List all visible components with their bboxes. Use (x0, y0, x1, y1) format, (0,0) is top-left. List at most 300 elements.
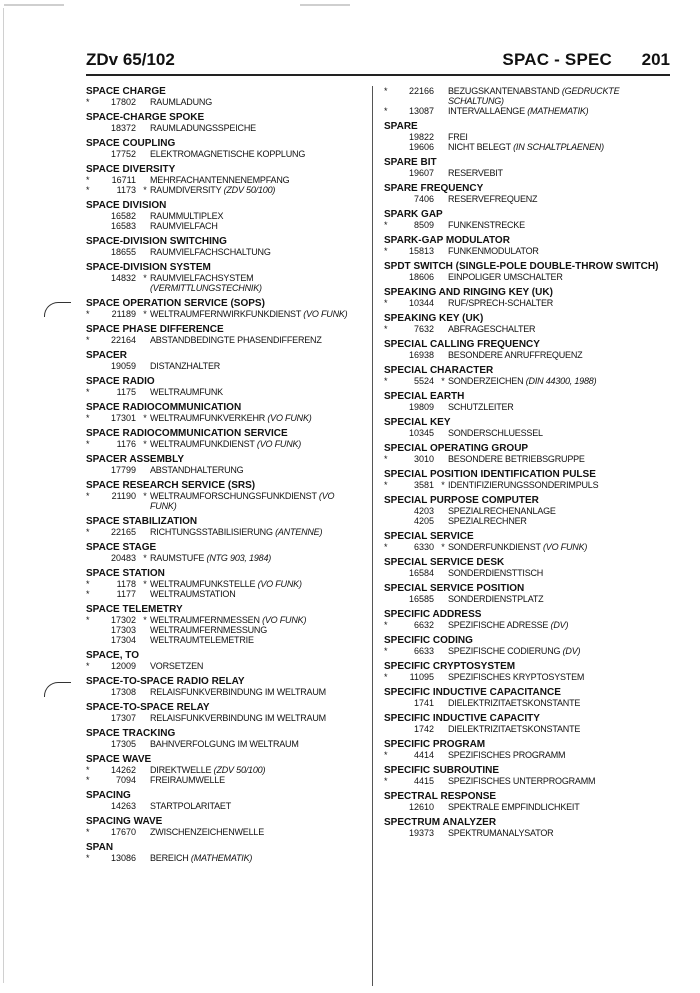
term-number: 8509 (413, 220, 434, 230)
term-number: 17305 (110, 739, 136, 749)
entry-term: SPARK GAP (384, 209, 443, 220)
translation-line (86, 387, 364, 397)
entry-term: SPACE WAVE (86, 754, 152, 765)
german-term: RAUMLADUNGSSPEICHE (150, 123, 256, 133)
translation-text (150, 615, 364, 625)
translation-line (384, 246, 674, 256)
translation-line (86, 765, 364, 775)
marker-star: * (384, 620, 388, 630)
translation-text (448, 86, 674, 96)
marker-star: * (384, 672, 388, 682)
translation-line (384, 802, 674, 812)
marker-star (384, 724, 398, 734)
translation-line (384, 86, 674, 96)
marker-star (140, 527, 150, 537)
translation-line (384, 750, 674, 760)
term-number: 1177 (116, 589, 136, 599)
translation-line (86, 853, 364, 863)
dictionary-entry (384, 157, 674, 178)
marker-star: * (384, 646, 388, 656)
marker-star (384, 350, 398, 360)
dictionary-entry (384, 121, 674, 152)
dictionary-entry (384, 765, 674, 786)
translation-line (384, 298, 674, 308)
marker-star: * (143, 273, 147, 283)
translation-line (384, 272, 674, 282)
translation-line (384, 516, 674, 526)
translation-line (384, 568, 674, 578)
marker-star (384, 96, 398, 106)
marker-star (438, 132, 448, 142)
translation-line (86, 221, 364, 231)
marker-star (438, 298, 448, 308)
translation-line (86, 335, 364, 345)
usage-note: (VO FUNK) (256, 439, 302, 449)
marker-star (384, 594, 398, 604)
marker-star: * (384, 298, 388, 308)
translation-text (150, 361, 364, 371)
german-term: ZWISCHENZEICHENWELLE (150, 827, 265, 837)
translation-line (86, 123, 364, 133)
german-term: WELTRAUMFERNMESSUNG (150, 625, 268, 635)
entry-term: SPECIFIC PROGRAM (384, 739, 486, 750)
translation-text (150, 775, 364, 785)
entry-term: SPACE-DIVISION SYSTEM (86, 262, 211, 273)
german-term: DIELEKTRIZITAETSKONSTANTE (448, 698, 581, 708)
usage-note: (IN SCHALTPLAENEN) (513, 142, 604, 152)
marker-star: * (86, 413, 90, 423)
translation-text (448, 324, 674, 334)
dictionary-entry (86, 324, 364, 345)
german-term: STARTPOLARITAET (150, 801, 232, 811)
marker-star (140, 123, 150, 133)
translation-text (448, 246, 674, 256)
entry-term: SPACE-TO-SPACE RADIO RELAY (86, 676, 245, 687)
dictionary-entry (384, 609, 674, 630)
term-number: 11095 (409, 672, 434, 682)
term-number: 17670 (110, 827, 136, 837)
dictionary-entry (86, 480, 364, 511)
dictionary-entry (384, 583, 674, 604)
term-number: 21190 (111, 491, 136, 501)
translation-line (86, 247, 364, 257)
marker-star (438, 194, 448, 204)
marker-star (438, 350, 448, 360)
column-divider (372, 86, 373, 986)
dictionary-entry (86, 112, 364, 133)
usage-note: (VO FUNK) (542, 542, 588, 552)
translation-line (384, 402, 674, 412)
german-term: WELTRAUMFUNKDIENST (150, 439, 255, 449)
term-number: 10344 (408, 298, 434, 308)
term-number: 3010 (413, 454, 434, 464)
translation-line (86, 283, 364, 293)
marker-star: * (384, 542, 388, 552)
marker-star: * (143, 439, 147, 449)
marker-star: * (384, 86, 388, 96)
term-number: 19809 (408, 402, 434, 412)
marker-star (438, 220, 448, 230)
term-number: 16583 (110, 221, 136, 231)
usage-note: (ZDV 50/100) (213, 765, 266, 775)
translation-line (86, 501, 364, 511)
marker-star: * (384, 220, 388, 230)
translation-line (86, 827, 364, 837)
translation-line (384, 324, 674, 334)
translation-line (384, 106, 674, 116)
translation-text (150, 589, 364, 599)
translation-text (448, 350, 674, 360)
translation-line (86, 149, 364, 159)
dictionary-entry (86, 728, 364, 749)
term-number (398, 96, 438, 106)
german-term: RICHTUNGSSTABILISIERUNG (150, 527, 273, 537)
translation-text (150, 827, 364, 837)
entry-term: SPECIAL SERVICE DESK (384, 557, 505, 568)
translation-text (448, 828, 674, 838)
marker-star (438, 620, 448, 630)
translation-line (86, 185, 364, 195)
translation-line (384, 724, 674, 734)
marker-star (86, 283, 100, 293)
translation-text (448, 298, 674, 308)
scan-speck (4, 4, 64, 6)
dictionary-entry (86, 376, 364, 397)
marker-star (86, 465, 100, 475)
translation-line (384, 594, 674, 604)
entry-term: SPACE COUPLING (86, 138, 176, 149)
dictionary-entry (384, 183, 674, 204)
german-term: WELTRAUMTELEMETRIE (150, 635, 254, 645)
translation-line (86, 713, 364, 723)
term-number: 17799 (110, 465, 136, 475)
entry-term: SPDT SWITCH (SINGLE-POLE DOUBLE-THROW SWITCH) (384, 261, 659, 272)
term-number: 22164 (110, 335, 136, 345)
term-number: 13086 (110, 853, 136, 863)
translation-text (448, 142, 674, 152)
translation-line (384, 132, 674, 142)
entry-term: SPACE-DIVISION SWITCHING (86, 236, 227, 247)
german-term: RELAISFUNKVERBINDUNG IM WELTRAUM (150, 713, 326, 723)
translation-text (150, 123, 364, 133)
entry-term: SPACE RADIOCOMMUNICATION (86, 402, 242, 413)
usage-note: (ANTENNE) (275, 527, 323, 537)
marker-star (140, 713, 150, 723)
marker-star: * (143, 491, 147, 501)
dictionary-entry (86, 454, 364, 475)
translation-text (448, 220, 674, 230)
dictionary-entry (384, 287, 674, 308)
marker-star: * (86, 775, 90, 785)
marker-star (438, 828, 448, 838)
term-number: 17303 (110, 625, 136, 635)
dictionary-entry (86, 402, 364, 423)
entry-term: SPACING WAVE (86, 816, 163, 827)
translation-line (384, 454, 674, 464)
marker-star (438, 802, 448, 812)
marker-star (438, 568, 448, 578)
translation-text (150, 273, 364, 283)
entry-term: SPACE STATION (86, 568, 165, 579)
translation-line (86, 579, 364, 589)
translation-text (150, 765, 364, 775)
dictionary-entry (86, 702, 364, 723)
translation-text (150, 149, 364, 159)
term-number: 1742 (413, 724, 434, 734)
page-number: 201 (641, 50, 670, 69)
entry-term: SPECTRAL RESPONSE (384, 791, 497, 802)
entry-term: SPACE DIVISION (86, 200, 167, 211)
marker-star: * (143, 413, 147, 423)
dictionary-entry (384, 817, 674, 838)
german-term: WELTRAUMFUNKSTELLE (150, 579, 256, 589)
entry-term: SPECIAL CALLING FREQUENCY (384, 339, 540, 350)
scan-margin-line (3, 8, 4, 983)
entry-term: SPACE RADIOCOMMUNICATION SERVICE (86, 428, 288, 439)
marker-star (384, 568, 398, 578)
marker-star (438, 698, 448, 708)
dictionary-entry (384, 417, 674, 438)
marker-star (438, 594, 448, 604)
entry-term: SPECIAL SERVICE POSITION (384, 583, 525, 594)
dictionary-entry (384, 209, 674, 230)
dictionary-entry (384, 261, 674, 282)
translation-line (384, 220, 674, 230)
german-term: DIELEKTRIZITAETSKONSTANTE (448, 724, 581, 734)
translation-line (86, 361, 364, 371)
german-term: SPEZIALRECHENANLAGE (448, 506, 556, 516)
term-number: 13087 (408, 106, 434, 116)
translation-text (150, 527, 364, 537)
term-number: 12610 (408, 802, 434, 812)
german-term: INTERVALLAENGE (448, 106, 525, 116)
marker-star (86, 123, 100, 133)
punch-hole-mark (44, 682, 71, 697)
term-number: 19822 (408, 132, 434, 142)
term-number: 1741 (413, 698, 434, 708)
marker-star (438, 168, 448, 178)
entry-term: SPACER (86, 350, 127, 361)
term-number: 1176 (116, 439, 136, 449)
marker-star (86, 635, 100, 645)
translation-line (86, 661, 364, 671)
term-number: 14832 (110, 273, 136, 283)
marker-star (140, 739, 150, 749)
translation-text (448, 402, 674, 412)
marker-star: * (384, 776, 388, 786)
entry-term: SPARE (384, 121, 418, 132)
marker-star (384, 506, 398, 516)
marker-star: * (384, 480, 388, 490)
translation-text (448, 672, 674, 682)
term-number: 4205 (413, 516, 434, 526)
marker-star: * (86, 185, 90, 195)
dictionary-entry (86, 516, 364, 537)
translation-text (448, 428, 674, 438)
marker-star: * (441, 542, 445, 552)
german-term: SPEZIFISCHE ADRESSE (448, 620, 549, 630)
scan-speck (300, 4, 350, 6)
entry-term: SPACE, TO (86, 650, 139, 661)
german-term: SPEZIFISCHE CODIERUNG (448, 646, 561, 656)
translation-text (150, 501, 364, 511)
german-term: RAUMLADUNG (150, 97, 213, 107)
german-term: WELTRAUMFERNWIRKFUNKDIENST (150, 309, 301, 319)
dictionary-entry (86, 816, 364, 837)
marker-star (140, 661, 150, 671)
left-column (86, 86, 364, 868)
translation-text (150, 579, 364, 589)
marker-star (86, 553, 100, 563)
translation-text (448, 542, 674, 552)
marker-star (140, 211, 150, 221)
german-term: BESONDERE ANRUFFREQUENZ (448, 350, 583, 360)
term-number: 1175 (116, 387, 136, 397)
translation-line (86, 589, 364, 599)
translation-line (384, 194, 674, 204)
term-number: 16711 (111, 175, 136, 185)
translation-text (150, 625, 364, 635)
header-rule (86, 74, 670, 76)
dictionary-entry (86, 604, 364, 645)
translation-line (86, 309, 364, 319)
dictionary-entry (86, 790, 364, 811)
marker-star (140, 175, 150, 185)
usage-note: (VO FUNK) (267, 413, 312, 423)
term-number: 18372 (110, 123, 136, 133)
marker-star: * (86, 589, 90, 599)
german-term: RAUMVIELFACHSCHALTUNG (150, 247, 271, 257)
marker-star (140, 687, 150, 697)
dictionary-entry (86, 754, 364, 785)
marker-star (384, 194, 398, 204)
dictionary-entry (384, 235, 674, 256)
translation-line (384, 672, 674, 682)
entry-term: SPECIAL KEY (384, 417, 451, 428)
entry-term: SPACE TRACKING (86, 728, 176, 739)
marker-star: * (86, 439, 90, 449)
german-term: ABFRAGESCHALTER (448, 324, 536, 334)
usage-note: (VO FUNK) (262, 615, 307, 625)
marker-star (140, 635, 150, 645)
marker-star: * (384, 376, 388, 386)
dictionary-entry (86, 568, 364, 599)
marker-star (140, 221, 150, 231)
marker-star (140, 853, 150, 863)
usage-note: (NTG 903, 1984) (206, 553, 272, 563)
entry-term: SPACE CHARGE (86, 86, 166, 97)
entry-term: SPAN (86, 842, 114, 853)
marker-star (384, 428, 398, 438)
translation-line (86, 527, 364, 537)
dictionary-entry (384, 791, 674, 812)
term-number: 7094 (115, 775, 136, 785)
german-term: FREI (448, 132, 468, 142)
marker-star (438, 96, 448, 106)
dictionary-entry (384, 339, 674, 360)
marker-star: * (384, 246, 388, 256)
translation-text (150, 283, 364, 293)
entry-term: SPECIFIC CODING (384, 635, 473, 646)
term-number: 21189 (111, 309, 136, 319)
german-term: FUNKENSTRECKE (448, 220, 525, 230)
term-number: 6633 (413, 646, 434, 656)
german-term: RELAISFUNKVERBINDUNG IM WELTRAUM (150, 687, 326, 697)
marker-star (438, 750, 448, 760)
entry-term: SPACE-CHARGE SPOKE (86, 112, 205, 123)
marker-star: * (86, 387, 90, 397)
term-number: 14262 (110, 765, 136, 775)
usage-note: FUNK) (150, 501, 177, 511)
translation-line (86, 625, 364, 635)
marker-star (86, 149, 100, 159)
translation-line (384, 96, 674, 106)
marker-star (86, 247, 100, 257)
marker-star: * (143, 579, 147, 589)
term-number: 17752 (110, 149, 136, 159)
term-number: 16938 (408, 350, 434, 360)
translation-line (384, 828, 674, 838)
translation-text (448, 646, 674, 656)
dictionary-entry (384, 635, 674, 656)
translation-text (150, 413, 364, 423)
marker-star (384, 142, 398, 152)
dictionary-entry (384, 365, 674, 386)
marker-star (86, 221, 100, 231)
term-number: 15813 (408, 246, 434, 256)
translation-text (150, 97, 364, 107)
marker-star: * (86, 827, 90, 837)
translation-text (150, 387, 364, 397)
translation-line (384, 168, 674, 178)
marker-star (384, 698, 398, 708)
dictionary-entry (384, 739, 674, 760)
usage-note: (GEDRUCKTE (561, 86, 620, 96)
dictionary-entry (384, 713, 674, 734)
entry-term: SPACE DIVERSITY (86, 164, 176, 175)
translation-line (384, 620, 674, 630)
term-number: 10345 (408, 428, 434, 438)
marker-star (384, 516, 398, 526)
marker-star (140, 501, 150, 511)
translation-text (150, 553, 364, 563)
marker-star (140, 361, 150, 371)
german-term: RAUMDIVERSITY (150, 185, 222, 195)
translation-line (86, 635, 364, 645)
marker-star: * (384, 454, 388, 464)
entry-term: SPECIAL OPERATING GROUP (384, 443, 529, 454)
entry-term: SPECIFIC CRYPTOSYSTEM (384, 661, 516, 672)
term-number: 16585 (408, 594, 434, 604)
entry-term: SPECIAL PURPOSE COMPUTER (384, 495, 539, 506)
marker-star (438, 646, 448, 656)
marker-star (384, 402, 398, 412)
german-term: FUNKENMODULATOR (448, 246, 539, 256)
translation-line (86, 553, 364, 563)
translation-text (448, 594, 674, 604)
entry-term: SPEAKING KEY (UK) (384, 313, 484, 324)
term-number: 5524 (413, 376, 434, 386)
right-column (384, 86, 674, 843)
marker-star (140, 149, 150, 159)
translation-text (448, 802, 674, 812)
marker-star (86, 801, 100, 811)
dictionary-entry (384, 443, 674, 464)
german-term: RAUMMULTIPLEX (150, 211, 224, 221)
german-term: ELEKTROMAGNETISCHE KOPPLUNG (150, 149, 306, 159)
marker-star (384, 828, 398, 838)
term-number: 7632 (413, 324, 434, 334)
